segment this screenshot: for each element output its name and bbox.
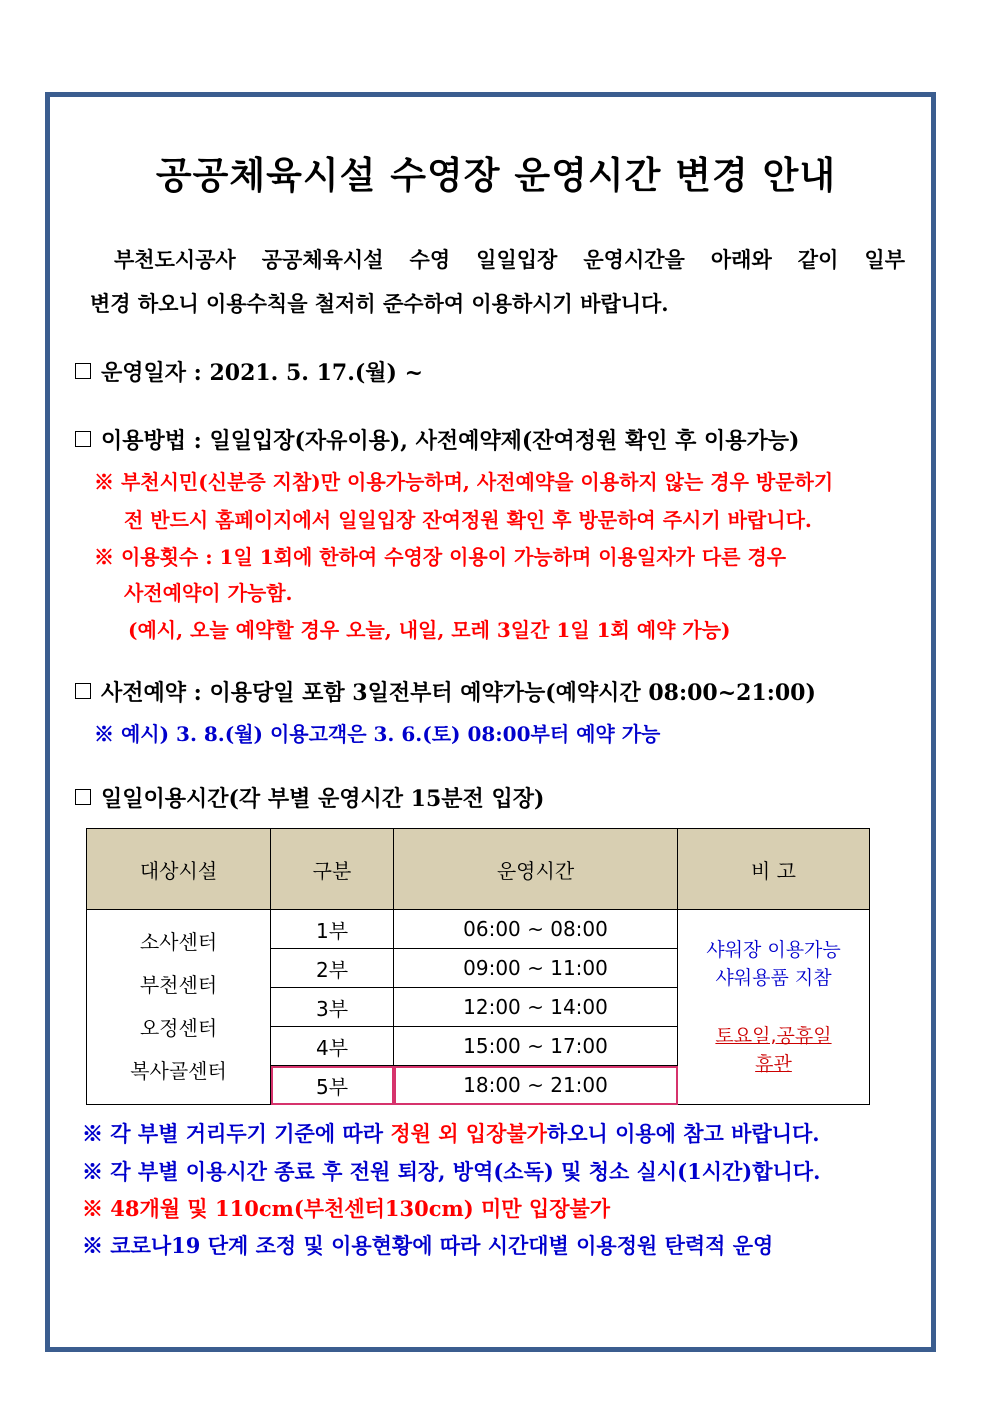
part-cell: 4부 (271, 1027, 394, 1066)
usage-note-1: ※ 부천시민(신분증 지참)만 이용가능하며, 사전예약을 이용하지 않는 경우 방문하기 (94, 470, 834, 494)
remark-closed-days: 토요일,공휴일 (715, 1025, 832, 1047)
remark-cell (678, 910, 870, 1105)
page-title: 공공체육시설 수영장 운영시간 변경 안내 (155, 153, 837, 197)
facility-sosa: 소사센터 (139, 930, 218, 954)
section-reservation: 사전예약 : 이용당일 포함 3일전부터 예약가능(예약시간 08:00~21:00) (75, 676, 816, 707)
bottom-note-3: ※ 48개월 및 110cm(부천센터130cm) 미만 입장불가 (82, 1196, 611, 1221)
checkbox-square-icon (75, 431, 91, 447)
header-part: 구분 (271, 829, 394, 910)
bottom-note-2: ※ 각 부별 이용시간 종료 후 전원 퇴장, 방역(소독) 및 청소 실시(1시간)합니다. (82, 1159, 821, 1184)
intro-paragraph (90, 238, 905, 326)
checkbox-square-icon (75, 363, 91, 379)
part-cell: 1부 (271, 910, 394, 949)
facilities-cell (87, 910, 271, 1105)
header-remark: 비 고 (678, 829, 870, 910)
time-cell: 09:00 ~ 11:00 (394, 949, 678, 988)
bottom-note-1: ※ 각 부별 거리두기 기준에 따라 정원 외 입장불가하오니 이용에 참고 바랍니다. (82, 1121, 820, 1146)
schedule-table (86, 828, 870, 1105)
section-usage-method: 이용방법 : 일일입장(자유이용), 사전예약제(잔여정원 확인 후 이용가능) (75, 424, 799, 455)
facility-boksagol: 복사골센터 (130, 1059, 227, 1083)
checkbox-square-icon (75, 683, 91, 699)
checkbox-square-icon (75, 789, 91, 805)
part-cell: 5부 (271, 1066, 394, 1105)
facility-bucheon: 부천센터 (139, 973, 218, 997)
time-cell: 12:00 ~ 14:00 (394, 988, 678, 1027)
bottom-note-4: ※ 코로나19 단계 조정 및 이용현황에 따라 시간대별 이용정원 탄력적 운영 (82, 1233, 774, 1258)
section-operation-date: 운영일자 : 2021. 5. 17.(월) ~ (75, 356, 423, 387)
table-header-row (87, 829, 870, 910)
usage-note-4: 사전예약이 가능함. (124, 581, 293, 605)
header-hours: 운영시간 (394, 829, 678, 910)
usage-note-5: (예시, 오늘 예약할 경우 오늘, 내일, 모레 3일간 1일 1회 예약 가능) (128, 618, 731, 642)
header-facility: 대상시설 (87, 829, 271, 910)
remark-shower: 샤워장 이용가능 (706, 939, 841, 961)
part-cell: 3부 (271, 988, 394, 1027)
part-cell: 2부 (271, 949, 394, 988)
section-daily-hours: 일일이용시간(각 부별 운영시간 15분전 입장) (75, 782, 544, 813)
remark-toiletries: 샤워용품 지참 (715, 967, 832, 989)
usage-note-2: 전 반드시 홈페이지에서 일일입장 잔여정원 확인 후 방문하여 주시기 바랍니다. (124, 508, 812, 532)
time-cell: 15:00 ~ 17:00 (394, 1027, 678, 1066)
intro-line-2: 변경 하오니 이용수칙을 철저히 준수하여 이용하시기 바랍니다. (90, 291, 669, 316)
intro-line-1: 부천도시공사 공공체육시설 수영 일일입장 운영시간을 아래와 같이 일부 (114, 247, 905, 272)
facility-ojeong: 오정센터 (139, 1016, 218, 1040)
usage-note-3: ※ 이용횟수 : 1일 1회에 한하여 수영장 이용이 가능하며 이용일자가 다른 경우 (94, 545, 787, 569)
table-row (87, 910, 870, 949)
time-cell: 06:00 ~ 08:00 (394, 910, 678, 949)
reservation-note: ※ 예시) 3. 8.(월) 이용고객은 3. 6.(토) 08:00부터 예약 가능 (94, 722, 661, 746)
remark-closed: 휴관 (755, 1053, 792, 1075)
time-cell: 18:00 ~ 21:00 (394, 1066, 678, 1105)
